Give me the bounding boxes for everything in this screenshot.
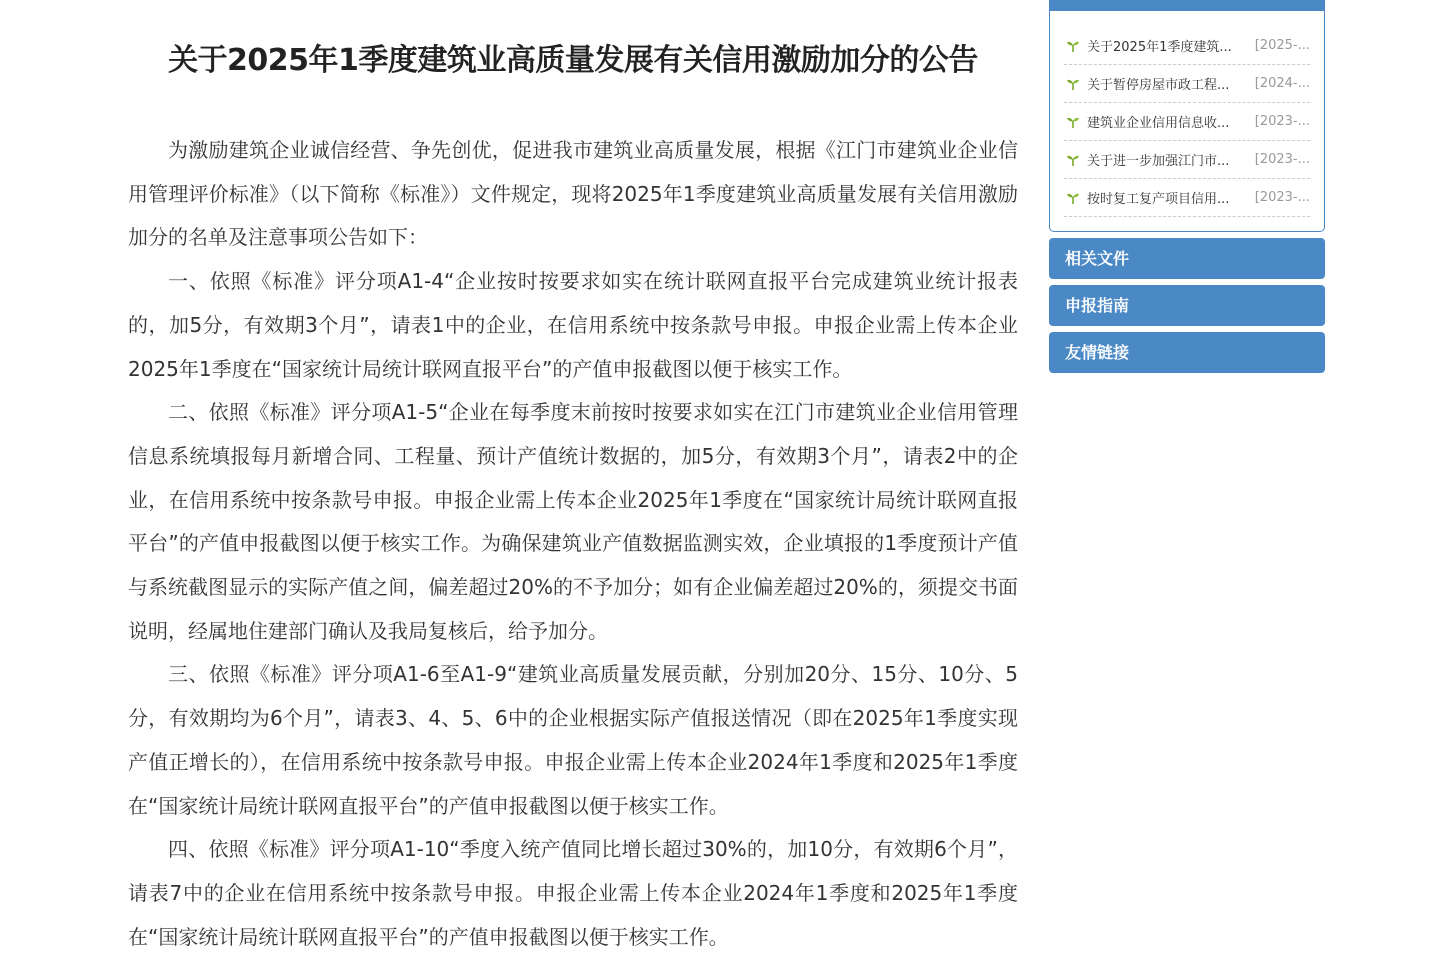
news-date: [2023-... [1254,114,1310,129]
sidebar [1049,0,1325,373]
news-item[interactable] [1064,103,1310,141]
article-paragraph: 四、依照《标准》评分项A1-10“季度入统产值同比增长超过30%的，加10分，有效期6个月”，请表7中的企业在信用系统中按条款号申报。申报企业需上传本企业2024年1季度和2025年1季度在“国家统计局统计联网直报平台”的产值申报截图以便于核实工作。 [128,837,1018,949]
news-title[interactable]: 关于进一步加强江门市... [1087,154,1230,169]
sprout-icon [1066,153,1080,167]
news-date: [2025-... [1254,38,1310,53]
article-content [128,0,1018,959]
sprout-icon [1066,115,1080,129]
news-item[interactable] [1064,65,1310,103]
news-item[interactable] [1064,141,1310,179]
friendly-links-button[interactable]: 友情链接 [1049,332,1325,373]
article-paragraph: 二、依照《标准》评分项A1-5“企业在每季度末前按时按要求如实在江门市建筑业企业信用管理信息系统填报每月新增合同、工程量、预计产值统计数据的，加5分，有效期3个月”，请表2中的企业，在信用系统中按条款号申报。申报企业需上传本企业2025年1季度在“国家统计局统计联网直报平台”的产值申报截图以便于核实工作。为确保建筑业产值数据监测实效，企业填报的1季度预计产值与系统截图显示的实际产值之间，偏差超过20%的不予加分；如有企业偏差超过20%的，须提交书面说明，经属地住建部门确认及我局复核后，给予加分。 [128,400,1018,643]
news-date: [2023-... [1254,152,1310,167]
article-paragraph: 为激励建筑企业诚信经营、争先创优，促进我市建筑业高质量发展，根据《江门市建筑业企业信用管理评价标准》（以下简称《标准》）文件规定，现将2025年1季度建筑业高质量发展有关信用激励加分的名单及注意事项公告如下： [128,138,1018,250]
related-files-button[interactable]: 相关文件 [1049,238,1325,279]
page-title: 关于2025年1季度建筑业高质量发展有关信用激励加分的公告 [168,43,978,78]
article-paragraph: 三、依照《标准》评分项A1-6至A1-9“建筑业高质量发展贡献，分别加20分、15分、10分、5分，有效期均为6个月”，请表3、4、5、6中的企业根据实际产值报送情况（即在2025年1季度实现产值正增长的），在信用系统中按条款号申报。申报企业需上传本企业2024年1季度和2025年1季度在“国家统计局统计联网直报平台”的产值申报截图以便于核实工作。 [128,662,1018,818]
news-title[interactable]: 关于2025年1季度建筑... [1087,40,1232,55]
news-date: [2023-... [1254,190,1310,205]
news-list [1064,27,1310,217]
news-item[interactable] [1064,27,1310,65]
application-guide-button[interactable]: 申报指南 [1049,285,1325,326]
article-body [128,129,1018,959]
sprout-icon [1066,191,1080,205]
news-title[interactable]: 建筑业企业信用信息收... [1087,116,1230,131]
news-title[interactable]: 关于暂停房屋市政工程... [1087,78,1230,93]
sprout-icon [1066,39,1080,53]
recent-news-panel [1049,0,1325,232]
news-panel-header [1050,1,1324,11]
article-paragraph: 一、依照《标准》评分项A1-4“企业按时按要求如实在统计联网直报平台完成建筑业统计报表的，加5分，有效期3个月”，请表1中的企业，在信用系统中按条款号申报。申报企业需上传本企业2025年1季度在“国家统计局统计联网直报平台”的产值申报截图以便于核实工作。 [128,269,1018,381]
news-title[interactable]: 按时复工复产项目信用... [1087,192,1230,207]
sprout-icon [1066,77,1080,91]
news-date: [2024-... [1254,76,1310,91]
news-item[interactable] [1064,179,1310,217]
